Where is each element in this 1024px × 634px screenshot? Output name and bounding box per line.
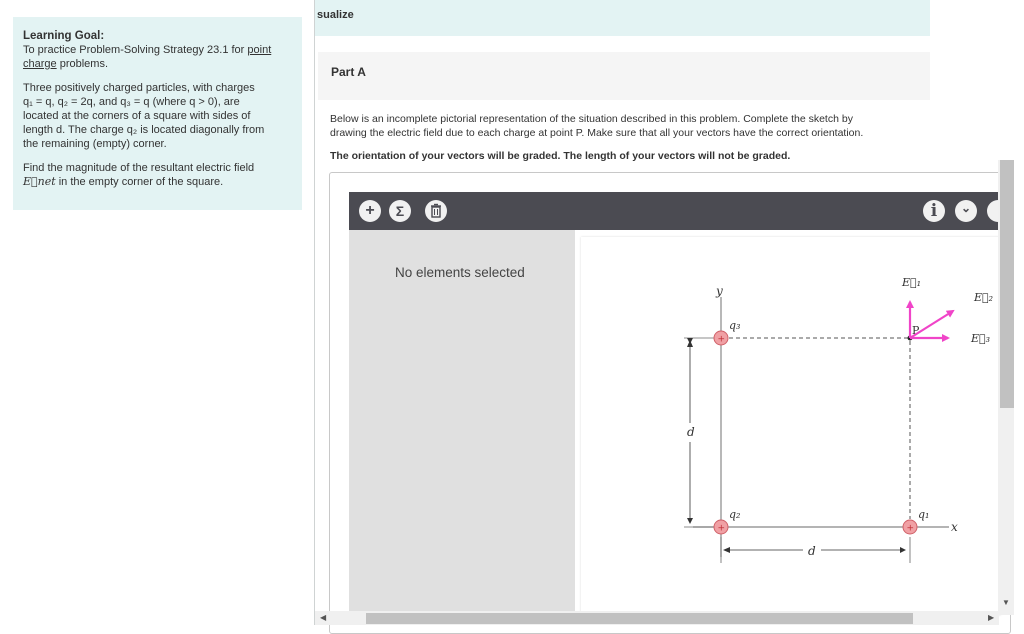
grading-note: The orientation of your vectors will be graded. The length of your vectors will not be graded. <box>330 150 791 162</box>
scroll-right-arrow-icon[interactable]: ▶ <box>988 613 995 622</box>
x-axis-label: x <box>951 520 958 534</box>
learning-goal-panel <box>13 17 302 210</box>
point-p-label: P <box>912 324 920 337</box>
point-charge-link[interactable]: point charge <box>23 44 272 70</box>
q2-label: q₂ <box>729 508 741 521</box>
chevron-down-icon: ⌄ <box>960 201 972 215</box>
scroll-left-arrow-icon[interactable]: ◀ <box>320 613 327 622</box>
info-button[interactable] <box>923 200 945 222</box>
field-diagram <box>581 237 1001 615</box>
properties-panel <box>349 230 575 615</box>
visualize-label: sualize <box>317 9 354 21</box>
plus-sign-icon: + <box>717 334 726 345</box>
q3-label: q₃ <box>729 319 741 332</box>
e1-label: E⃗₁ <box>902 276 922 289</box>
drawing-toolbar <box>349 192 1000 230</box>
plus-sign-icon: + <box>717 523 726 534</box>
options-dropdown-button[interactable] <box>955 200 977 222</box>
problem-question: Find the magnitude of the resultant electric field E⃗net in the empty corner of the square. <box>23 162 255 188</box>
part-a-header[interactable] <box>318 52 930 100</box>
e3-label: E⃗₃ <box>971 332 991 345</box>
plus-sign-icon: + <box>906 523 915 534</box>
learning-goal-text: To practice Problem-Solving Strategy 23.1 for point charge problems. <box>23 44 272 70</box>
d-label-vertical: d <box>687 425 695 439</box>
learning-goal-heading: Learning Goal: <box>23 30 105 42</box>
delete-button[interactable] <box>425 200 447 222</box>
part-a-label: Part A <box>331 65 366 79</box>
d-label-horizontal: d <box>808 544 816 558</box>
trash-icon <box>425 200 447 222</box>
d-dim-arrow-up <box>687 340 693 347</box>
e2-label: E⃗₂ <box>974 291 994 304</box>
add-button[interactable] <box>359 200 381 222</box>
content-divider <box>314 0 315 625</box>
horizontal-scrollbar-thumb[interactable] <box>366 613 913 624</box>
instructions-text: Below is an incomplete pictorial representation of the situation described in this problem. Complete the sketch by drawing the electric field due to each charge at point P. Make sure that all your vectors have the correct orientation. <box>330 113 864 139</box>
info-icon: i <box>930 201 938 221</box>
plus-icon: + <box>365 202 375 219</box>
scroll-down-arrow-icon[interactable]: ▼ <box>1002 598 1010 607</box>
no-selection-text: No elements selected <box>395 265 525 280</box>
q1-label: q₁ <box>918 508 930 521</box>
vertical-scrollbar-thumb[interactable] <box>1000 160 1014 408</box>
sum-button[interactable] <box>389 200 411 222</box>
problem-statement: Three positively charged particles, with charges q₁ = q, q₂ = 2q, and q₃ = q (where q > 0), are located at the corners of a square with sides of length d. The charge q₂ is located diagonally from the remaining (empty) corner. <box>23 82 265 150</box>
y-axis-label: y <box>716 284 723 298</box>
drawing-canvas[interactable] <box>581 237 1001 615</box>
d-dim-arrow-left <box>723 547 730 553</box>
sigma-icon: Σ <box>395 203 405 219</box>
visualize-header <box>315 0 930 36</box>
